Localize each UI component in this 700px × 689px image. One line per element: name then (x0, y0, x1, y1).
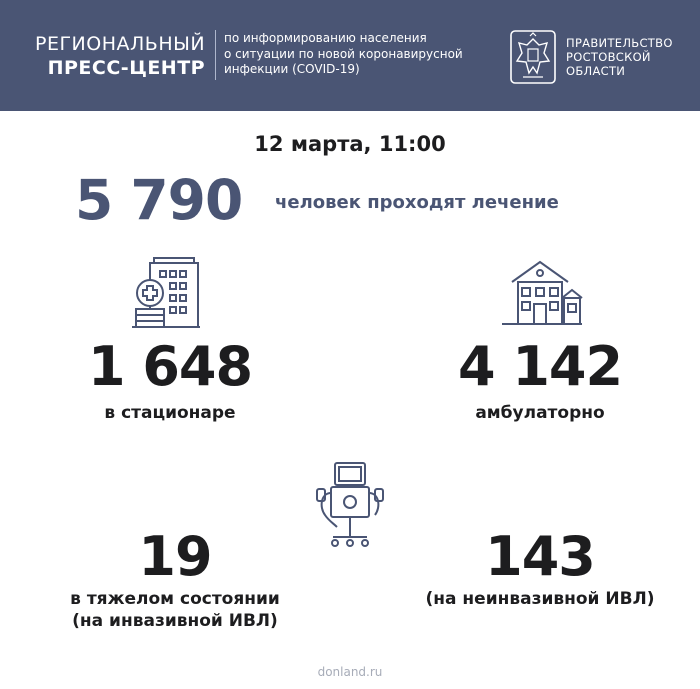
outpatient-label: амбулаторно (475, 403, 605, 423)
total-value: 5 790 (75, 168, 243, 232)
outpatient-value: 4 142 (457, 335, 623, 398)
title-line-1: РЕГИОНАЛЬНЫЙ (35, 33, 206, 55)
ventilator-icon (313, 459, 387, 549)
header-description (224, 31, 484, 78)
severe-label (40, 588, 310, 632)
government-name (566, 36, 673, 78)
coat-of-arms-icon (509, 29, 557, 85)
description-line: о ситуации по новой коронавирусной (224, 46, 463, 61)
report-date: 12 марта, 11:00 (254, 132, 446, 156)
title-line-2: ПРЕСС-ЦЕНТР (47, 57, 206, 79)
header-bar (0, 0, 700, 111)
description-line: инфекции (COVID-19) (224, 62, 360, 76)
hospital-label: в стационаре (104, 403, 236, 423)
gov-line: ПРАВИТЕЛЬСТВО (566, 36, 673, 50)
house-icon (500, 258, 584, 328)
severe-value: 19 (138, 525, 212, 588)
hospital-icon (130, 255, 202, 329)
total-label: человек проходят лечение (275, 192, 559, 213)
header-divider (215, 30, 216, 80)
severe-label-line-1: в тяжелом состоянии (70, 589, 280, 609)
gov-line: РОСТОВСКОЙ (566, 50, 651, 64)
footer-site: donland.ru (317, 665, 383, 679)
press-center-title (35, 32, 205, 80)
noninvasive-label: (на неинвазивной ИВЛ) (425, 589, 655, 609)
severe-label-line-2: (на инвазивной ИВЛ) (72, 611, 278, 631)
gov-line: ОБЛАСТИ (566, 64, 626, 78)
hospital-value: 1 648 (87, 335, 253, 398)
description-line: по информированию населения (224, 31, 427, 45)
noninvasive-value: 143 (485, 525, 595, 588)
